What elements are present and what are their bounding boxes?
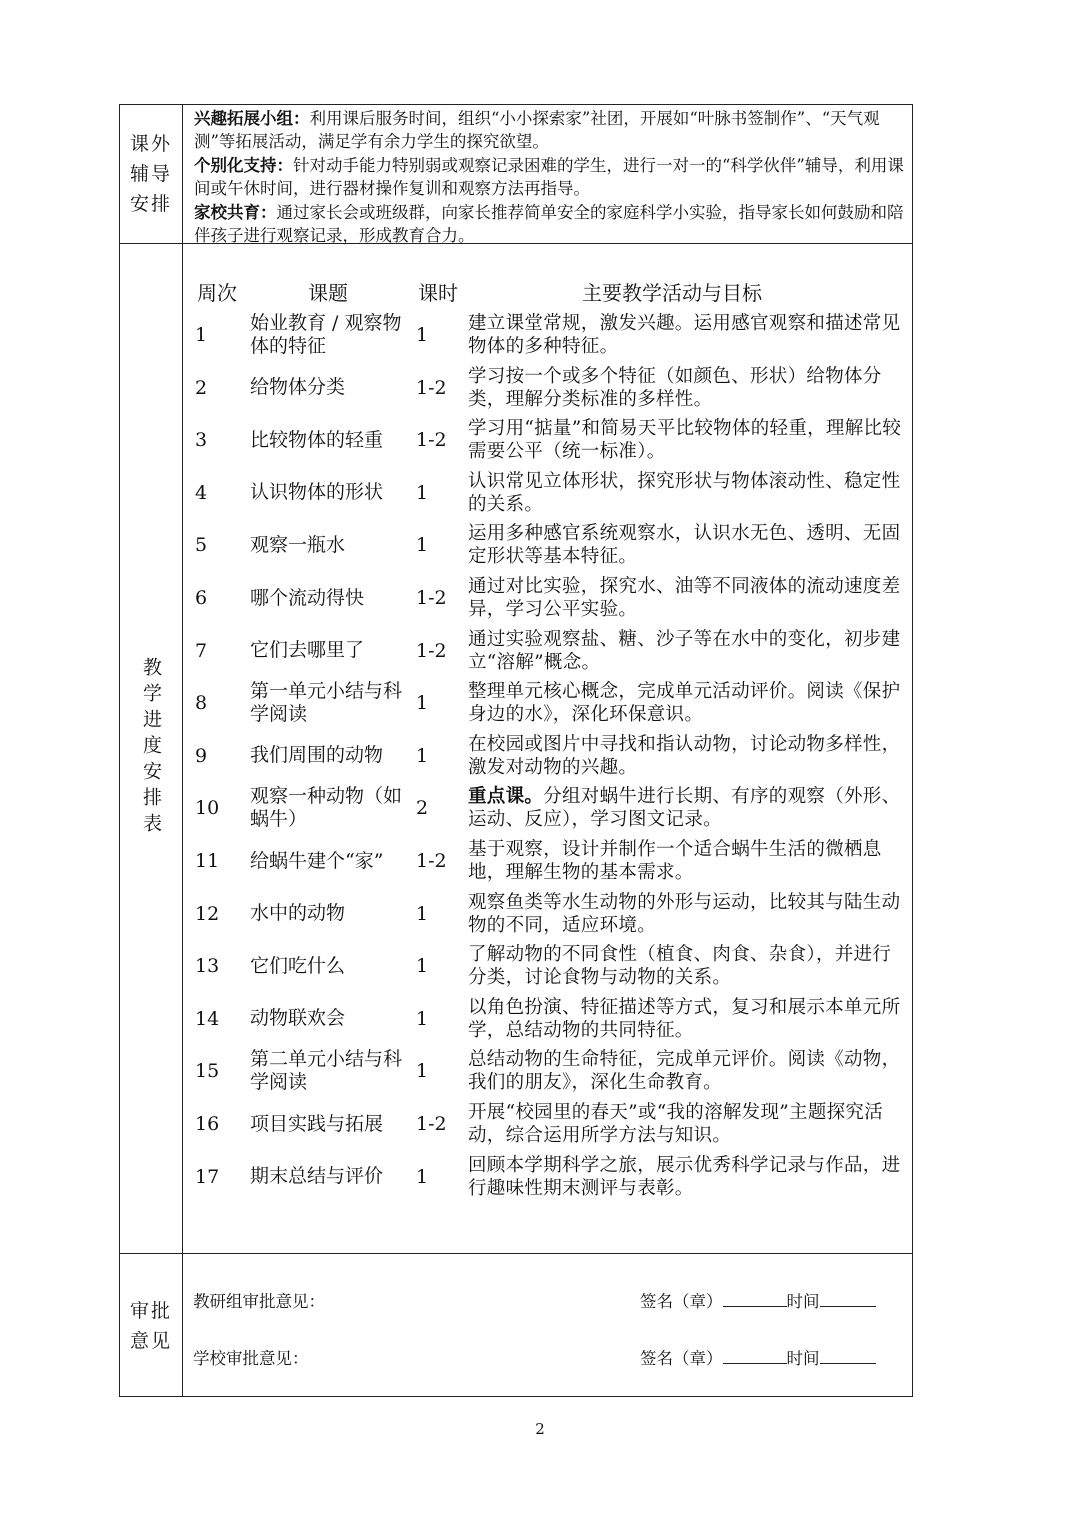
school-signature-line [640, 1345, 876, 1369]
hours-cell: 1 [416, 1165, 429, 1188]
sign-blank[interactable] [723, 1349, 787, 1364]
plan-table [119, 104, 913, 1397]
hours-cell: 1 [416, 955, 429, 978]
week-cell: 17 [195, 1165, 220, 1188]
schedule-row [182, 940, 914, 992]
activity-text: 基于观察，设计并制作一个适合蜗牛生活的微栖息地，理解生物的基本需求。 [468, 839, 882, 883]
hours-cell: 1-2 [416, 429, 447, 452]
hours-cell: 1 [416, 1060, 429, 1083]
label-line: 安排 [129, 193, 172, 215]
paragraph-text: 通过家长会或班级群，向家长推荐简单安全的家庭科学小实验，指导家长如何鼓励和陪伴孩子进行观察记录，形成教育合力。 [194, 203, 904, 245]
activity-cell [468, 309, 902, 361]
paragraph-heading: 家校共育： [194, 203, 277, 222]
hours-cell: 1-2 [416, 587, 447, 609]
schedule-row [182, 467, 914, 519]
activity-text: 整理单元核心概念，完成单元活动评价。阅读《保护身边的水》，深化环保意识。 [468, 681, 901, 726]
week-cell: 1 [195, 324, 208, 346]
hours-cell: 1 [416, 324, 429, 346]
schedule-row [182, 1098, 914, 1150]
activity-cell [468, 993, 902, 1045]
week-cell: 14 [195, 1007, 220, 1030]
topic-cell: 比较物体的轻重 [250, 428, 384, 451]
hours-cell: 1-2 [416, 850, 447, 872]
topic-cell: 哪个流动得快 [250, 586, 365, 609]
activity-text: 建立课堂常规，激发兴趣。运用感官观察和描述常见物体的多种特征。 [468, 313, 901, 357]
activity-cell [468, 414, 902, 466]
activity-text: 了解动物的不同食性（植食、肉食、杂食），并进行分类，讨论食物与动物的关系。 [468, 944, 892, 989]
activity-text: 学习用“掂量”和简易天平比较物体的轻重，理解比较需要公平（统一标准）。 [468, 418, 902, 463]
header-hours: 课时 [418, 281, 458, 305]
hours-cell: 1-2 [416, 639, 447, 662]
topic-cell: 认识物体的形状 [250, 481, 384, 504]
topic-cell: 它们去哪里了 [250, 639, 365, 662]
hours-cell: 1 [416, 692, 429, 715]
week-cell: 12 [195, 902, 220, 925]
schedule-row [182, 677, 914, 729]
schedule-row [182, 888, 914, 940]
schedule-row [182, 309, 914, 361]
activity-text: 通过实验观察盐、糖、沙子等在水中的变化，初步建立“溶解”概念。 [468, 628, 901, 673]
time-label: 时间 [786, 1349, 820, 1368]
support-paragraph [194, 155, 906, 200]
schedule-header [182, 277, 914, 307]
time-blank[interactable] [820, 1292, 876, 1307]
hours-cell: 1-2 [416, 1113, 447, 1135]
header-activity: 主要教学活动与目标 [582, 281, 762, 305]
schedule-row [182, 572, 914, 624]
time-blank[interactable] [820, 1349, 876, 1364]
week-cell: 10 [195, 797, 220, 820]
schedule-row [182, 1151, 914, 1203]
paragraph-heading: 个别化支持： [194, 156, 293, 175]
topic-cell: 动物联欢会 [250, 1007, 346, 1030]
school-opinion-label: 学校审批意见： [193, 1349, 309, 1368]
week-cell: 15 [195, 1060, 220, 1083]
activity-cell [468, 362, 902, 414]
activity-cell [468, 572, 902, 624]
topic-cell: 期末总结与评价 [250, 1165, 384, 1188]
week-cell: 11 [195, 850, 220, 872]
label-line: 审批 [129, 1299, 172, 1322]
topic-cell: 项目实践与拓展 [250, 1112, 384, 1135]
hours-cell: 2 [416, 797, 429, 820]
topic-cell: 始业教育 / 观察物体的特征 [250, 312, 402, 357]
week-cell: 4 [195, 481, 208, 504]
activity-text: 总结动物的生命特征，完成单元评价。阅读《动物，我们的朋友》，深化生命教育。 [468, 1049, 901, 1094]
sign-blank[interactable] [723, 1292, 787, 1307]
support-paragraph [194, 108, 906, 153]
activity-cell [468, 519, 902, 571]
hours-cell: 1 [416, 902, 429, 925]
schedule-row [182, 730, 914, 782]
hours-cell: 1-2 [416, 376, 447, 399]
week-cell: 8 [195, 692, 208, 715]
paragraph-text: 针对动手能力特别弱或观察记录困难的学生，进行一对一的“科学伙伴”辅导，利用课间或午休时间，进行器材操作复训和观察方法再指导。 [194, 156, 904, 198]
hours-cell: 1 [416, 744, 429, 767]
topic-cell: 给蜗牛建个“家” [250, 849, 384, 872]
activity-emphasis: 重点课。 [468, 786, 544, 808]
schedule-row [182, 625, 914, 677]
activity-text: 通过对比实验，探究水、油等不同液体的流动速度差异，学习公平实验。 [468, 576, 901, 620]
activity-text: 开展“校园里的春天”或“我的溶解发现”主题探究活动，综合运用所学方法与知识。 [468, 1102, 884, 1146]
activity-text: 认识常见立体形状，探究形状与物体滚动性、稳定性的关系。 [468, 470, 901, 515]
support-paragraph [194, 202, 906, 247]
schedule-row [182, 993, 914, 1045]
group-signature-line [640, 1288, 876, 1312]
sign-label: 签名（章） [640, 1349, 723, 1368]
schedule-row [182, 519, 914, 571]
schedule-row [182, 1045, 914, 1097]
paragraph-heading: 兴趣拓展小组： [194, 109, 310, 128]
topic-cell: 我们周围的动物 [250, 744, 384, 767]
approval-section-label [120, 1253, 182, 1398]
time-label: 时间 [786, 1292, 820, 1311]
week-cell: 7 [195, 639, 208, 662]
row-divider-2 [120, 1253, 912, 1254]
schedule-row [182, 414, 914, 466]
topic-cell: 第二单元小结与科学阅读 [250, 1048, 403, 1094]
activity-text: 学习按一个或多个特征（如颜色、形状）给物体分类，理解分类标准的多样性。 [468, 365, 882, 410]
activity-cell [468, 625, 902, 677]
activity-cell [468, 1098, 902, 1150]
activity-cell [468, 888, 902, 940]
week-cell: 9 [195, 744, 208, 767]
group-opinion-label: 教研组审批意见： [193, 1292, 325, 1311]
support-section-label [120, 105, 182, 243]
activity-cell [468, 835, 902, 887]
schedule-row [182, 835, 914, 887]
topic-cell: 水中的动物 [250, 902, 346, 925]
schedule-row [182, 782, 914, 834]
activity-text: 回顾本学期科学之旅，展示优秀科学记录与作品，进行趣味性期末测评与表彰。 [468, 1154, 901, 1199]
activity-cell [468, 467, 902, 519]
activity-cell [468, 730, 902, 782]
week-cell: 13 [195, 955, 220, 978]
activity-text: 运用多种感官系统观察水，认识水无色、透明、无固定形状等基本特征。 [468, 523, 901, 568]
activity-cell [468, 677, 902, 729]
header-week: 周次 [197, 281, 237, 305]
label-line: 课外 [129, 133, 172, 155]
topic-cell: 观察一种动物（如蜗牛） [250, 785, 403, 831]
hours-cell: 1 [416, 481, 429, 504]
topic-cell: 给物体分类 [250, 376, 346, 399]
activity-text: 在校园或图片中寻找和指认动物，讨论动物多样性，激发对动物的兴趣。 [468, 733, 901, 778]
header-topic: 课题 [308, 281, 348, 305]
schedule-section-label: 教学进度安排表 [140, 657, 162, 839]
week-cell: 3 [195, 429, 208, 452]
hours-cell: 1 [416, 534, 429, 557]
schedule-row [182, 362, 914, 414]
week-cell: 6 [195, 587, 208, 609]
activity-cell [468, 1151, 902, 1203]
page-number: 2 [535, 1420, 545, 1438]
activity-cell [468, 1045, 902, 1097]
activity-cell [468, 782, 902, 834]
sign-label: 签名（章） [640, 1292, 723, 1311]
label-line: 意见 [129, 1329, 172, 1352]
week-cell: 16 [195, 1113, 220, 1135]
activity-cell [468, 940, 902, 992]
support-content [194, 108, 906, 249]
label-line: 辅导 [129, 163, 172, 185]
hours-cell: 1 [416, 1007, 429, 1030]
activity-text: 观察鱼类等水生动物的外形与运动，比较其与陆生动物的不同，适应环境。 [468, 891, 901, 936]
week-cell: 5 [195, 534, 208, 557]
topic-cell: 观察一瓶水 [250, 533, 346, 556]
activity-text: 分组对蜗牛进行长期、有序的观察（外形、运动、反应），学习图文记录。 [468, 786, 901, 831]
topic-cell: 第一单元小结与科学阅读 [250, 680, 403, 726]
activity-text: 以角色扮演、特征描述等方式，复习和展示本单元所学，总结动物的共同特征。 [468, 996, 901, 1041]
paragraph-text: 利用课后服务时间，组织“小小探索家”社团，开展如“叶脉书签制作”、“天气观测”等拓展活动，满足学有余力学生的探究欲望。 [194, 109, 880, 151]
topic-cell: 它们吃什么 [250, 954, 346, 977]
week-cell: 2 [195, 376, 208, 399]
